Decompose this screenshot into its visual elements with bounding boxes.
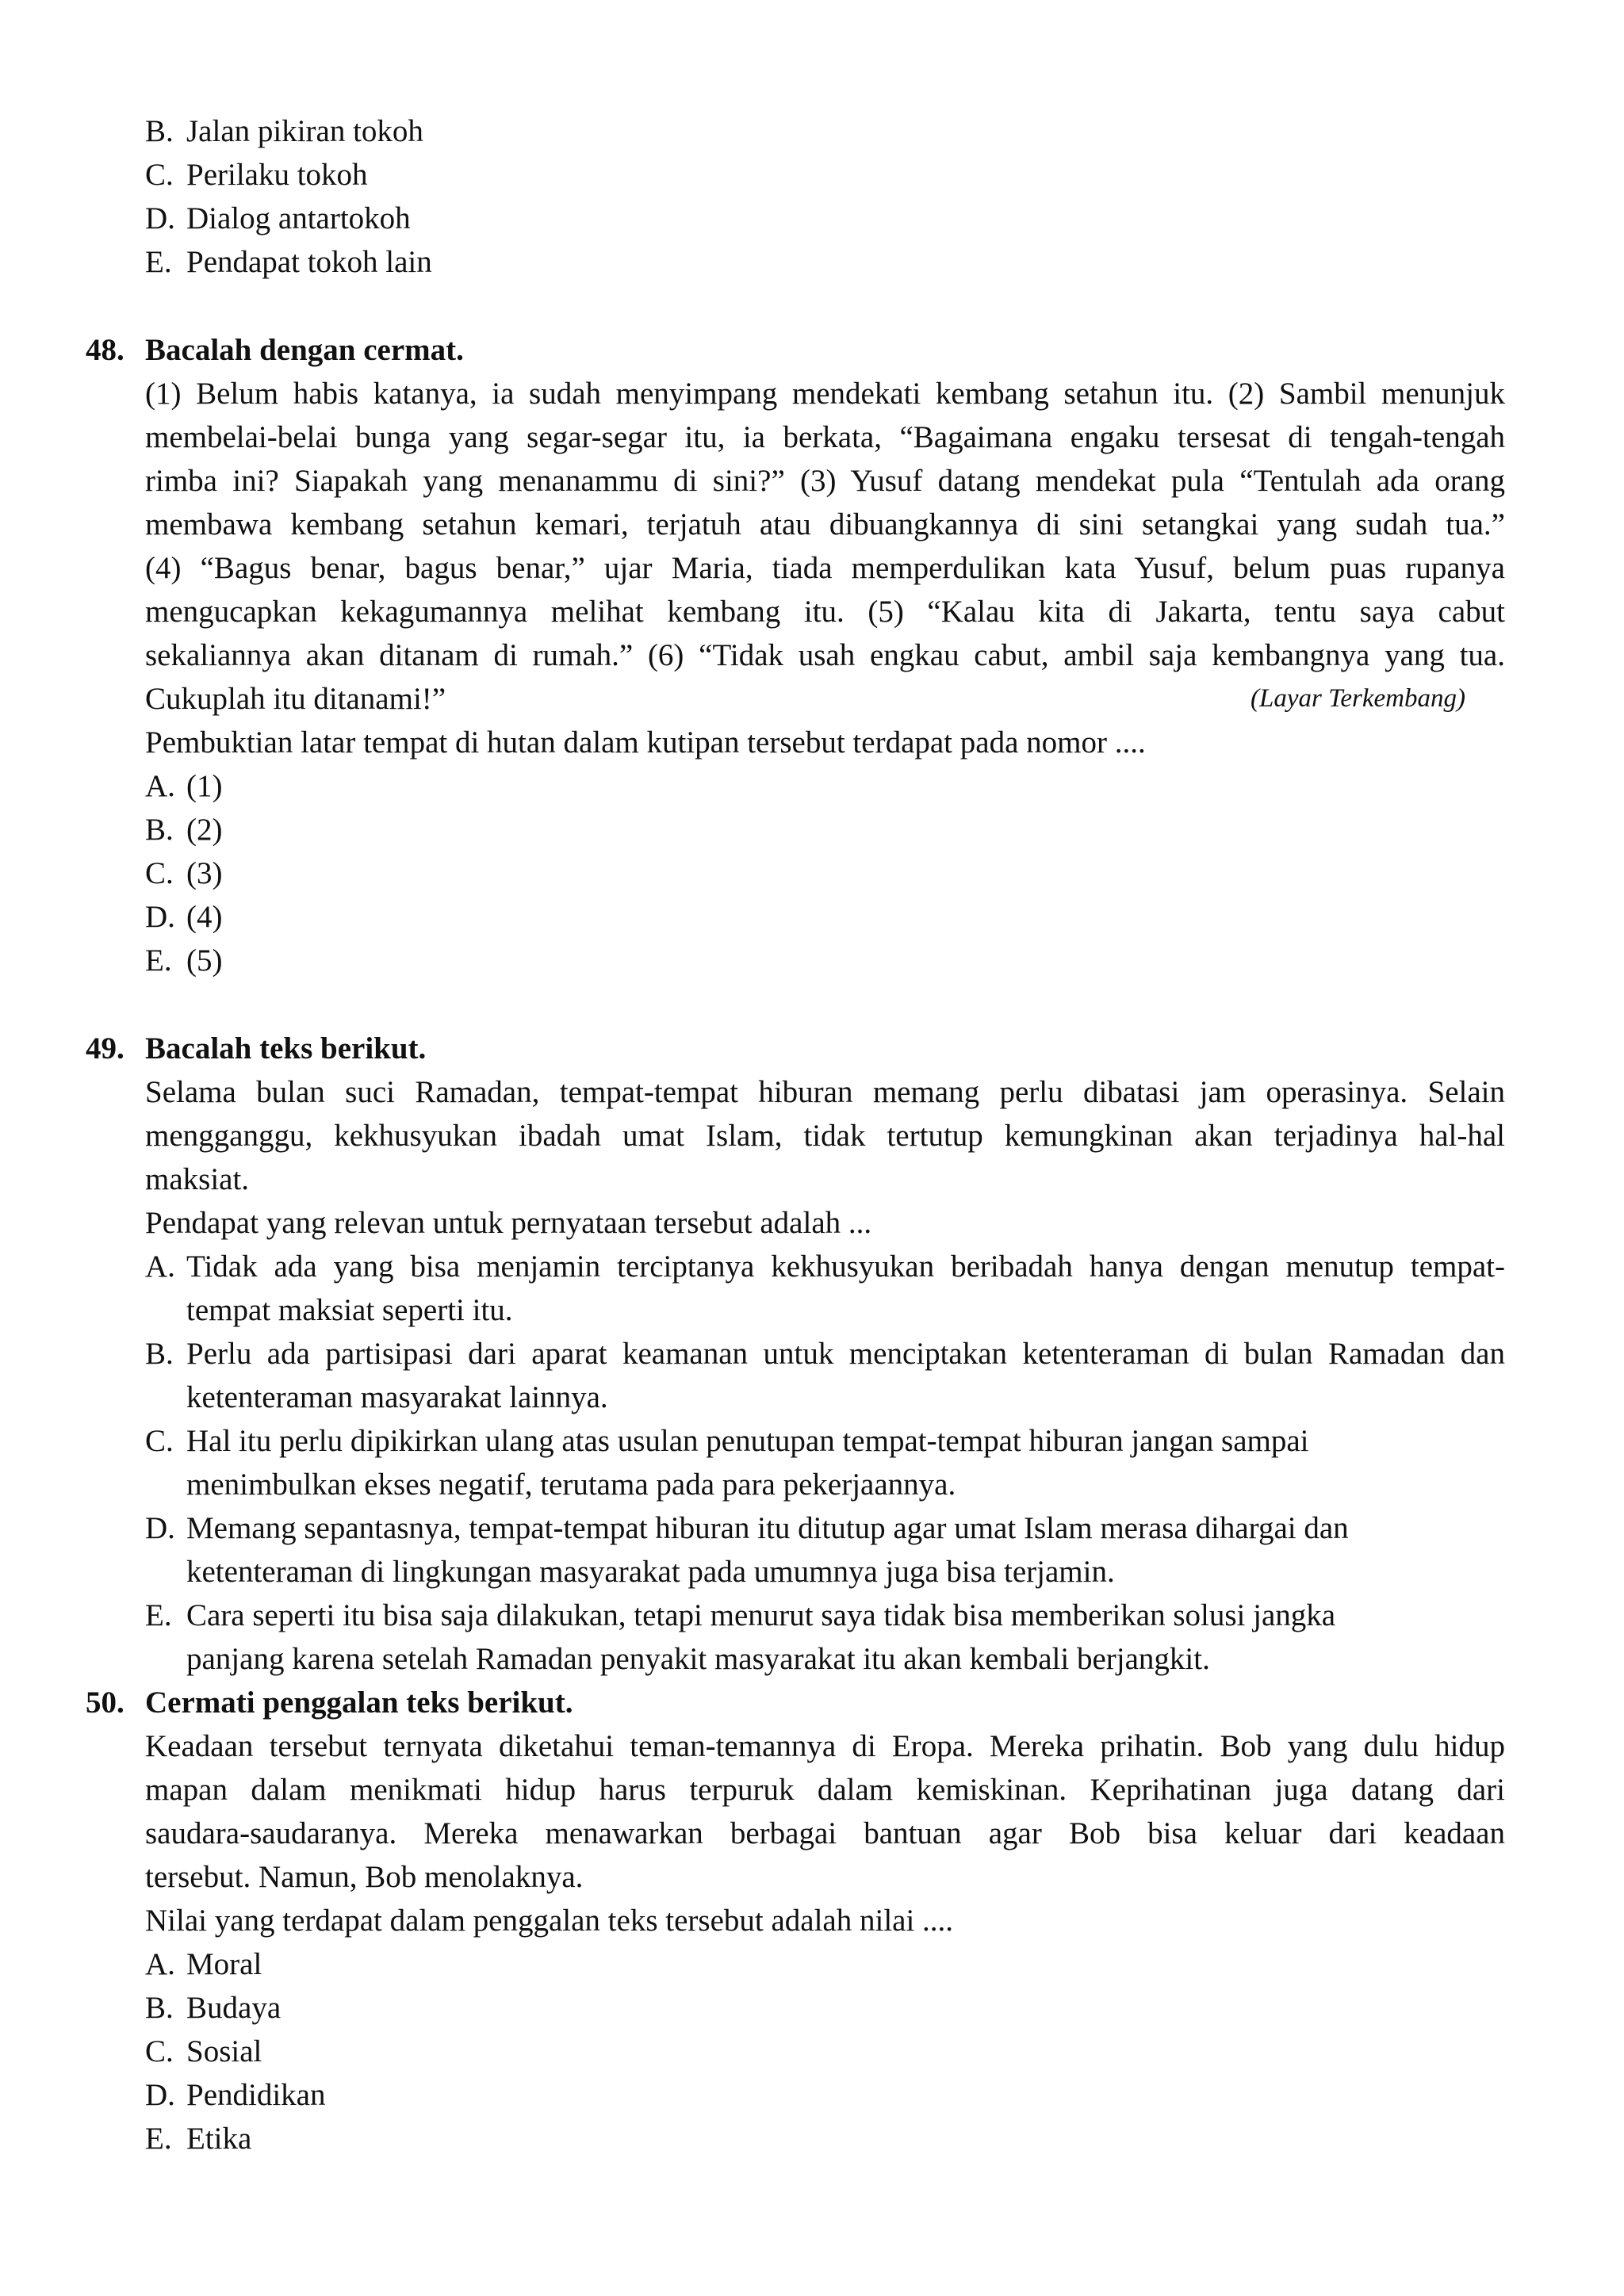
passage-line: (4) “Bagus benar, bagus benar,” ujar Maria, tiada memperdulikan kata Yusuf, belum puas rupanya [145, 551, 1505, 585]
passage [145, 372, 1505, 721]
passage-line: membelai-belai bunga yang segar-segar itu, ia berkata, “Bagaimana engaku tersesat di tengah-tengah [145, 420, 1505, 454]
passage-line: rimba ini? Siapakah yang menanammu di sini?” (3) Yusuf datang mendekat pula “Tentulah ada orang [145, 464, 1505, 498]
passage-line: mapan dalam menikmati hidup harus terpuruk dalam kemiskinan. Keprihatinan juga datang dari [145, 1773, 1505, 1807]
option-d: D. Pendidikan [145, 2078, 326, 2112]
option-d: D. Memang sepantasnya, tempat-tempat hiburan itu ditutup agar umat Islam merasa dihargai dan ketenteraman di lingkungan masyarakat pada umumnya juga bisa terjamin. [145, 1511, 1349, 1589]
question-prompt: Pendapat yang relevan untuk pernyataan tersebut adalah ... [145, 1206, 872, 1240]
question-instruction: Bacalah dengan cermat. [145, 333, 464, 367]
passage-line: sekaliannya akan ditanam di rumah.” (6) “Tidak usah engkau cabut, ambil saja kembangnya yang tua. [145, 638, 1505, 672]
question-heading [86, 1027, 1505, 1070]
option-b: B. Jalan pikiran tokoh [145, 114, 423, 148]
answer-options [145, 1942, 1505, 2160]
option-c: C. Perilaku tokoh [145, 158, 368, 192]
question-prompt: Nilai yang terdapat dalam penggalan teks tersebut adalah nilai .... [145, 1904, 954, 1938]
option-e: E. Cara seperti itu bisa saja dilakukan, tetapi menurut saya tidak bisa memberikan solusi jangka panjang karena setelah Ramadan penyakit masyarakat itu akan kembali berjangkit. [145, 1598, 1336, 1676]
question-number: 48. [86, 333, 124, 367]
passage-last-line [145, 677, 1505, 721]
question-49 [86, 1027, 1505, 1681]
passage [145, 1070, 1505, 1201]
passage-line: Selama bulan suci Ramadan, tempat-tempat hiburan memang perlu dibatasi jam operasinya. Selain [145, 1075, 1505, 1109]
passage-source: (Layar Terkembang) [1250, 684, 1465, 713]
question-prompt: Pembuktian latar tempat di hutan dalam kutipan tersebut terdapat pada nomor .... [145, 725, 1146, 760]
option-b: B. Perlu ada partisipasi dari aparat keamanan untuk menciptakan ketenteraman di bulan Ramadan dan ketenteraman masyarakat lainnya. [145, 1337, 1505, 1414]
question-body [145, 1070, 1505, 1681]
option-d: D. Dialog antartokoh [145, 201, 411, 235]
passage-line: (1) Belum habis katanya, ia sudah menyimpang mendekati kembang setahun itu. (2) Sambil menunjuk [145, 377, 1505, 411]
question-number: 49. [86, 1031, 124, 1066]
question-48 [86, 328, 1505, 982]
option-c: C. Hal itu perlu dipikirkan ulang atas usulan penutupan tempat-tempat hiburan jangan sampai menimbulkan ekses negatif, terutama pada para pekerjaannya. [145, 1424, 1309, 1502]
question-body [145, 1724, 1505, 2160]
passage-line: membawa kembang setahun kemari, terjatuh atau dibuangkannya di sini setangkai yang sudah tua.” [145, 507, 1505, 541]
option-c: C. (3) [145, 856, 223, 890]
question-heading [86, 328, 1505, 372]
previous-question-options [145, 109, 1493, 284]
option-a: A. (1) [145, 769, 223, 803]
passage-line: Cukuplah itu ditanami!” [145, 682, 446, 716]
question-instruction: Cermati penggalan teks berikut. [145, 1686, 573, 1720]
option-b: B. Budaya [145, 1991, 282, 2025]
option-e: E. Etika [145, 2122, 252, 2156]
passage-line: mengganggu, kekhusyukan ibadah umat Islam, tidak tertutup kemungkinan akan terjadinya hal-hal [145, 1119, 1505, 1153]
passage-line: saudara-saudaranya. Mereka menawarkan berbagai bantuan agar Bob bisa keluar dari keadaan [145, 1816, 1505, 1850]
option-e: E. (5) [145, 943, 223, 978]
option-b: B. (2) [145, 813, 223, 847]
passage-line: Keadaan tersebut ternyata diketahui teman-temannya di Eropa. Mereka prihatin. Bob yang dulu hidup [145, 1729, 1505, 1763]
answer-options [145, 1245, 1505, 1681]
option-a: A. Tidak ada yang bisa menjamin terciptanya kekhusyukan beribadah hanya dengan menutup tempat- tempat maksiat seperti itu. [145, 1249, 1505, 1327]
option-a: A. Moral [145, 1947, 262, 1981]
passage-line: maksiat. [145, 1162, 250, 1196]
answer-options [145, 764, 1505, 982]
question-body [145, 372, 1505, 982]
question-number: 50. [86, 1686, 124, 1720]
option-e: E. Pendapat tokoh lain [145, 245, 432, 279]
question-50 [86, 1681, 1505, 2160]
passage-line: tersebut. Namun, Bob menolaknya. [145, 1860, 584, 1894]
passage-line: mengucapkan kekagumannya melihat kembang itu. (5) “Kalau kita di Jakarta, tentu saya cabut [145, 595, 1505, 629]
passage [145, 1724, 1505, 1899]
option-d: D. (4) [145, 900, 223, 934]
option-c: C. Sosial [145, 2034, 262, 2068]
question-instruction: Bacalah teks berikut. [145, 1031, 427, 1066]
question-heading [86, 1681, 1505, 1724]
